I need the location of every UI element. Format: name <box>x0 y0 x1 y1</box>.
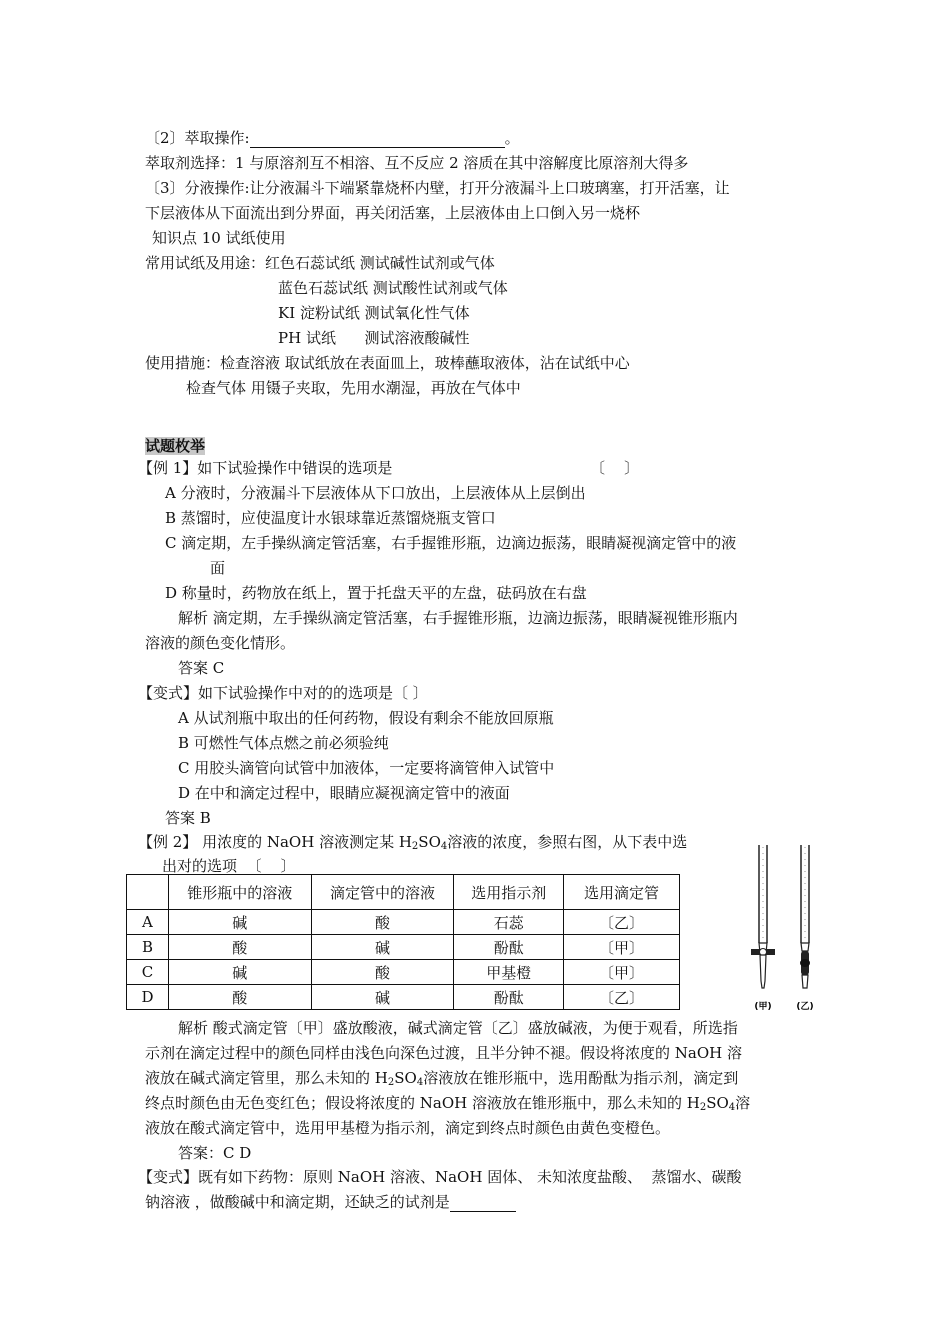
analysis-part: 终点时颜色由无色变红色；假设将浓度的 NaOH 溶液放在锥形瓶中，那么未知的 H <box>145 1094 700 1112</box>
separation-line-2: 下层液体从下面流出到分界面，再关闭活塞，上层液体由上口倒入另一烧杯 <box>145 204 641 222</box>
section-heading-text: 试题枚举 <box>145 437 206 455</box>
extraction-label: 〔2〕萃取操作: <box>145 129 250 147</box>
test-paper-line-3: KI 淀粉试纸 测试氧化性气体 <box>278 304 470 322</box>
table-row <box>127 910 680 935</box>
subscript: 2 <box>387 1077 395 1088</box>
stem-part: SO <box>418 833 441 851</box>
table-row <box>127 985 680 1010</box>
variant-2-line-2 <box>145 1192 516 1212</box>
table-cell: D <box>127 985 169 1010</box>
table-cell: 石蕊 <box>454 910 564 935</box>
variant-1-option-a: A 从试剂瓶中取出的任何药物，假设有剩余不能放回原瓶 <box>178 709 554 727</box>
example-2-analysis-2: 示剂在滴定过程中的颜色同样由浅色向深色过渡，且半分钟不褪。假设将浓度的 NaOH 溶 <box>145 1044 742 1062</box>
variant-2-line-1: 【变式】既有如下药物：原则 NaOH 溶液、NaOH 固体、 未知浓度盐酸、 蒸馏水、碳酸 <box>138 1168 742 1186</box>
variant-1-option-d: D 在中和滴定过程中，眼睛应凝视滴定管中的液面 <box>178 784 510 802</box>
table-cell: 酚酞 <box>454 935 564 960</box>
table-cell: 酸 <box>311 960 454 985</box>
table-header-row <box>127 875 680 910</box>
base-burette <box>800 845 810 988</box>
example-1-option-c-cont: 面 <box>210 559 226 577</box>
example-2-stem-2: 出对的选项 〔 〕 <box>162 857 296 875</box>
example-2-answer: 答案：C D <box>178 1144 252 1162</box>
fill-blank <box>450 1195 516 1212</box>
subscript: 4 <box>728 1102 736 1113</box>
subscript: 4 <box>416 1077 424 1088</box>
variant-1-option-c: C 用胶头滴管向试管中加液体，一定要将滴管伸入试管中 <box>178 759 555 777</box>
burettes-illustration <box>745 843 825 1015</box>
table-cell: 碱 <box>168 960 311 985</box>
table-cell: 酚酞 <box>454 985 564 1010</box>
variant-1-answer: 答案 B <box>165 809 211 827</box>
stem-part: 【例 2】 用浓度的 NaOH 溶液测定某 H <box>138 833 412 851</box>
table-header: 选用指示剂 <box>454 875 564 910</box>
example-1-option-c: C 滴定期，左手操纵滴定管活塞，右手握锥形瓶，边滴边振荡，眼睛凝视滴定管中的液 <box>165 534 737 552</box>
example-1-option-d: D 称量时，药物放在纸上，置于托盘天平的左盘，砝码放在右盘 <box>165 584 587 602</box>
test-paper-line-4: PH 试纸 测试溶液酸碱性 <box>278 329 470 347</box>
table-header: 滴定管中的溶液 <box>311 875 454 910</box>
table-cell: C <box>127 960 169 985</box>
titration-table <box>126 874 680 1010</box>
table-cell: 碱 <box>168 910 311 935</box>
example-2-analysis-1: 解析 酸式滴定管〔甲〕盛放酸液，碱式滴定管〔乙〕盛放碱液，为便于观看，所选指 <box>178 1019 738 1037</box>
table-cell: 〔乙〕 <box>564 985 680 1010</box>
example-1-option-a: A 分液时，分液漏斗下层液体从下口放出，上层液体从上层倒出 <box>165 484 586 502</box>
table-cell: 酸 <box>311 910 454 935</box>
extractant-line: 萃取剂选择：1 与原溶剂互不相溶、互不反应 2 溶质在其中溶解度比原溶剂大得多 <box>145 154 689 172</box>
table-header: 锥形瓶中的溶液 <box>168 875 311 910</box>
table-cell: 酸 <box>168 985 311 1010</box>
acid-burette <box>751 845 775 988</box>
table-header: 选用滴定管 <box>564 875 680 910</box>
table-row <box>127 935 680 960</box>
test-paper-line-1: 常用试纸及用途：红色石蕊试纸 测试碱性试剂或气体 <box>145 254 495 272</box>
example-1-answer: 答案 C <box>178 659 225 677</box>
burette-figure <box>745 843 825 1019</box>
subscript: 2 <box>699 1102 707 1113</box>
table-cell: 碱 <box>311 985 454 1010</box>
test-paper-line-2: 蓝色石蕊试纸 测试酸性试剂或气体 <box>278 279 508 297</box>
table-header <box>127 875 169 910</box>
example-1-option-b: B 蒸馏时，应使温度计水银球靠近蒸馏烧瓶支管口 <box>165 509 496 527</box>
table-cell: A <box>127 910 169 935</box>
table-cell: 酸 <box>168 935 311 960</box>
variant-1-stem: 【变式】如下试验操作中对的的选项是〔 〕 <box>138 684 428 702</box>
variant-2-text: 钠溶液 ，做酸碱中和滴定期，还缺乏的试剂是 <box>145 1193 450 1211</box>
stem-part: 溶液的浓度，参照右图，从下表中选 <box>447 833 688 851</box>
subscript: 4 <box>440 841 448 852</box>
analysis-part: SO <box>706 1094 729 1112</box>
analysis-part: SO <box>394 1069 417 1087</box>
period: 。 <box>504 129 520 147</box>
label-jia: (甲) <box>754 1002 772 1012</box>
example-1-stem <box>138 458 640 478</box>
section-heading <box>145 436 205 456</box>
example-2-analysis-4 <box>145 1093 750 1113</box>
variant-1-option-b: B 可燃性气体点燃之前必须验纯 <box>178 734 389 752</box>
table-cell: 甲基橙 <box>454 960 564 985</box>
analysis-part: 溶 <box>735 1094 751 1112</box>
extraction-line <box>145 128 520 148</box>
table-cell: 〔甲〕 <box>564 960 680 985</box>
table-cell: 碱 <box>311 935 454 960</box>
usage-line-2: 检查气体 用镊子夹取，先用水潮湿，再放在气体中 <box>186 379 521 397</box>
knowledge-point-10: 知识点 10 试纸使用 <box>152 229 286 247</box>
label-yi: (乙) <box>796 1002 814 1012</box>
example-2-stem <box>138 832 687 852</box>
example-2-analysis-5: 液放在酸式滴定管中，选用甲基橙为指示剂，滴定到终点时颜色由黄色变橙色。 <box>145 1119 671 1137</box>
answer-bracket: 〔 〕 <box>590 459 640 477</box>
example-1-analysis-2: 溶液的颜色变化情形。 <box>145 634 296 652</box>
example-2-analysis-3 <box>145 1068 738 1088</box>
table-row <box>127 960 680 985</box>
table-cell: B <box>127 935 169 960</box>
fill-blank <box>250 131 505 148</box>
table-cell: 〔乙〕 <box>564 910 680 935</box>
analysis-part: 液放在碱式滴定管里，那么未知的 H <box>145 1069 388 1087</box>
analysis-part: 溶液放在锥形瓶中，选用酚酞为指示剂，滴定到 <box>423 1069 739 1087</box>
table-cell: 〔甲〕 <box>564 935 680 960</box>
usage-line-1: 使用措施：检查溶液 取试纸放在表面皿上，玻棒蘸取液体，沾在试纸中心 <box>145 354 630 372</box>
example-1-analysis-1: 解析 滴定期，左手操纵滴定管活塞，右手握锥形瓶，边滴边振荡，眼睛凝视锥形瓶内 <box>178 609 738 627</box>
subscript: 2 <box>411 841 419 852</box>
separation-line-1: 〔3〕分液操作:让分液漏斗下端紧靠烧杯内壁，打开分液漏斗上口玻璃塞，打开活塞，让 <box>145 179 730 197</box>
example-1-question: 【例 1】如下试验操作中错误的选项是 <box>138 459 393 477</box>
